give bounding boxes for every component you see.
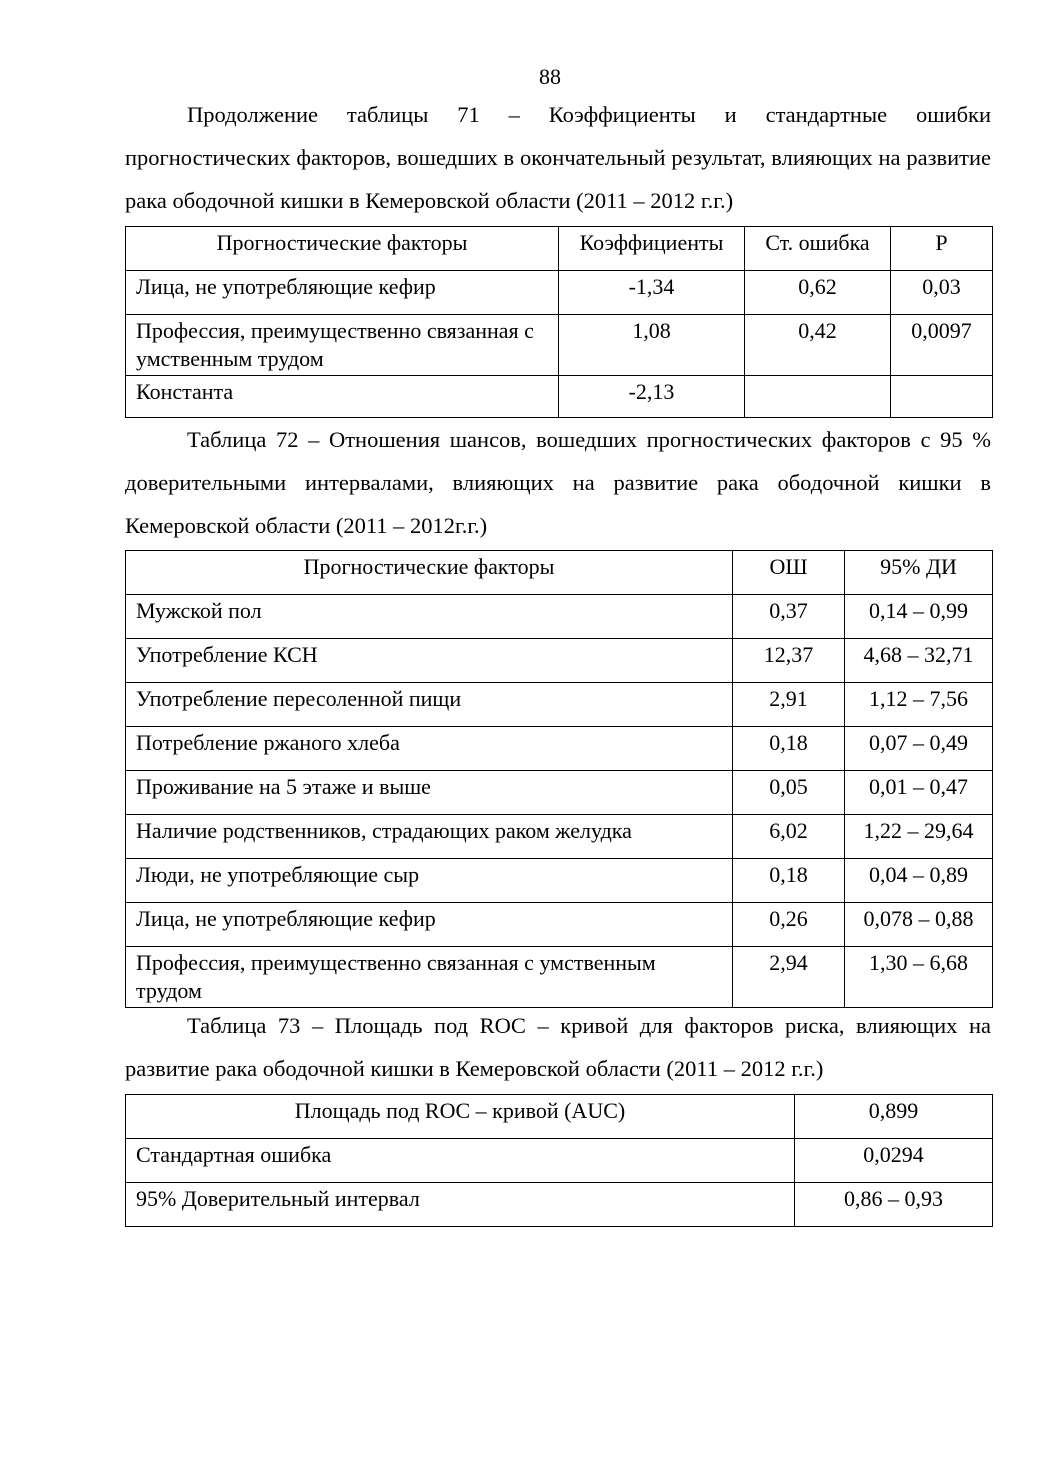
table-cell: 12,37 — [733, 639, 845, 683]
table-cell: Проживание на 5 этаже и выше — [126, 771, 733, 815]
table-cell: Употребление КСН — [126, 639, 733, 683]
table-cell: 0,62 — [745, 271, 891, 315]
table-row — [126, 1183, 993, 1227]
table-cell: 2,91 — [733, 683, 845, 727]
table-73 — [125, 1094, 993, 1227]
table-row — [126, 683, 993, 727]
table-cell: 0,86 – 0,93 — [795, 1183, 993, 1227]
table-cell: Стандартная ошибка — [126, 1139, 795, 1183]
table-cell: 0,0097 — [891, 315, 993, 376]
header-cell: 95% ДИ — [845, 551, 993, 595]
table-cell: 0,37 — [733, 595, 845, 639]
table-71 — [125, 226, 993, 418]
table-cell: 0,0294 — [795, 1139, 993, 1183]
table-cell: Лица, не употребляющие кефир — [126, 903, 733, 947]
header-cell: Ст. ошибка — [745, 227, 891, 271]
table-cell: Профессия, преимущественно связанная с умственным трудом — [126, 947, 733, 1008]
table-cell: Константа — [126, 376, 559, 418]
table-cell: 2,94 — [733, 947, 845, 1008]
table-cell: 6,02 — [733, 815, 845, 859]
table-cell: 0,05 — [733, 771, 845, 815]
table-cell: Площадь под ROC – кривой (AUC) — [126, 1095, 795, 1139]
table-cell: 0,18 — [733, 859, 845, 903]
table-cell: Мужской пол — [126, 595, 733, 639]
table-cell: 0,26 — [733, 903, 845, 947]
table-cell: 0,18 — [733, 727, 845, 771]
table-cell: 0,04 – 0,89 — [845, 859, 993, 903]
table-cell: 1,22 – 29,64 — [845, 815, 993, 859]
table-cell: 0,42 — [745, 315, 891, 376]
table-cell: 0,899 — [795, 1095, 993, 1139]
header-cell: Коэффициенты — [559, 227, 745, 271]
header-cell: ОШ — [733, 551, 845, 595]
header-cell: Прогностические факторы — [126, 551, 733, 595]
table-cell: Употребление пересоленной пищи — [126, 683, 733, 727]
table-cell: Лица, не употребляющие кефир — [126, 271, 559, 315]
table-cell — [745, 376, 891, 418]
table-row — [126, 903, 993, 947]
table-cell: 0,14 – 0,99 — [845, 595, 993, 639]
table-cell: Профессия, преимущественно связанная с умственным трудом — [126, 315, 559, 376]
table71-caption: Продолжение таблицы 71 – Коэффициенты и стандартные ошибки прогностических факторов, вошедших в окончательный результат, влияющих на развитие рака ободочной кишки в Кемеровской области (2011 – 2012 г.г.) — [125, 102, 991, 213]
table-row — [126, 815, 993, 859]
table-cell — [891, 376, 993, 418]
table-cell: -1,34 — [559, 271, 745, 315]
header-cell: P — [891, 227, 993, 271]
table-cell: 1,08 — [559, 315, 745, 376]
table-row — [126, 859, 993, 903]
table-row — [126, 376, 993, 418]
table-header-row — [126, 551, 993, 595]
table-row — [126, 271, 993, 315]
table-row — [126, 947, 993, 1008]
table-cell: 0,03 — [891, 271, 993, 315]
table-cell: 1,30 – 6,68 — [845, 947, 993, 1008]
table-cell: 0,07 – 0,49 — [845, 727, 993, 771]
table-row — [126, 727, 993, 771]
table72-caption: Таблица 72 – Отношения шансов, вошедших прогностических факторов с 95 % доверительными интервалами, влияющих на развитие рака ободочной кишки в Кемеровской области (2011 – 2012г.г.) — [125, 427, 991, 538]
table-row — [126, 1095, 993, 1139]
table-cell: -2,13 — [559, 376, 745, 418]
page-number: 88 — [539, 64, 561, 89]
table-cell: Потребление ржаного хлеба — [126, 727, 733, 771]
table-cell: 95% Доверительный интервал — [126, 1183, 795, 1227]
table-cell: Люди, не употребляющие сыр — [126, 859, 733, 903]
table-row — [126, 639, 993, 683]
table-72 — [125, 550, 993, 1008]
table-row — [126, 595, 993, 639]
header-cell: Прогностические факторы — [126, 227, 559, 271]
table-row — [126, 315, 993, 376]
table-cell: Наличие родственников, страдающих раком желудка — [126, 815, 733, 859]
table-cell: 1,12 – 7,56 — [845, 683, 993, 727]
table-cell: 4,68 – 32,71 — [845, 639, 993, 683]
table-cell: 0,01 – 0,47 — [845, 771, 993, 815]
table-cell: 0,078 – 0,88 — [845, 903, 993, 947]
table-row — [126, 771, 993, 815]
table73-caption: Таблица 73 – Площадь под ROC – кривой для факторов риска, влияющих на развитие рака ободочной кишки в Кемеровской области (2011 – 2012 г.г.) — [125, 1013, 991, 1081]
table-row — [126, 1139, 993, 1183]
table-header-row — [126, 227, 993, 271]
